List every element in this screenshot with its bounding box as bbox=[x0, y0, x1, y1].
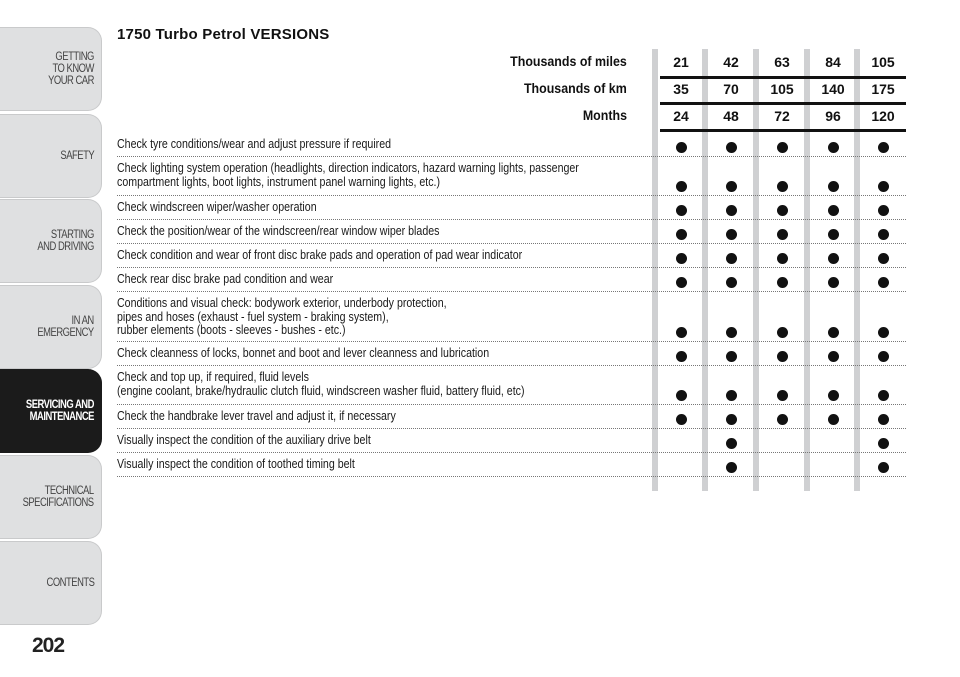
check-interval-dot bbox=[878, 438, 889, 449]
sidebar-tab[interactable] bbox=[0, 114, 102, 198]
check-interval-dot bbox=[878, 277, 889, 288]
checklist-item-text: Check the handbrake lever travel and adjust it, if necessary bbox=[117, 409, 396, 423]
check-interval-dot bbox=[726, 253, 737, 264]
check-interval-dot bbox=[878, 327, 889, 338]
check-interval-dot bbox=[676, 142, 687, 153]
interval-value: 48 bbox=[723, 108, 739, 124]
sidebar-tab-label: IN AN EMERGENCY bbox=[37, 315, 94, 339]
check-interval-dot bbox=[726, 390, 737, 401]
sidebar-tab-label: SAFETY bbox=[60, 150, 94, 162]
check-interval-dot bbox=[828, 229, 839, 240]
check-interval-dot bbox=[878, 351, 889, 362]
check-interval-dot bbox=[726, 142, 737, 153]
check-interval-dot bbox=[777, 229, 788, 240]
check-interval-dot bbox=[828, 414, 839, 425]
interval-column-bar bbox=[753, 49, 759, 491]
row-divider bbox=[117, 219, 906, 220]
sidebar-tab[interactable] bbox=[0, 455, 102, 539]
interval-value: 84 bbox=[825, 54, 841, 70]
check-interval-dot bbox=[777, 277, 788, 288]
sidebar-tab-label: GETTING TO KNOW YOUR CAR bbox=[48, 51, 94, 87]
row-divider bbox=[117, 156, 906, 157]
check-interval-dot bbox=[777, 142, 788, 153]
check-interval-dot bbox=[878, 205, 889, 216]
row-divider bbox=[117, 341, 906, 342]
row-divider bbox=[117, 476, 906, 477]
check-interval-dot bbox=[828, 205, 839, 216]
check-interval-dot bbox=[777, 351, 788, 362]
checklist-item-text: Conditions and visual check: bodywork exterior, underbody protection, pipes and hoses (exhaust - fuel system - braking system), rubber elements (boots - sleeves - bushes - etc.) bbox=[117, 296, 447, 337]
check-interval-dot bbox=[676, 181, 687, 192]
sidebar-tab[interactable] bbox=[0, 541, 102, 625]
checklist-item-text: Check condition and wear of front disc brake pads and operation of pad wear indicator bbox=[117, 248, 523, 262]
interval-value: 72 bbox=[774, 108, 790, 124]
check-interval-dot bbox=[726, 438, 737, 449]
checklist-item-text: Check rear disc brake pad condition and wear bbox=[117, 272, 334, 286]
check-interval-dot bbox=[828, 277, 839, 288]
interval-value: 35 bbox=[673, 81, 689, 97]
checklist-item-text: Check tyre conditions/wear and adjust pressure if required bbox=[117, 137, 392, 151]
interval-value: 105 bbox=[770, 81, 794, 97]
check-interval-dot bbox=[726, 181, 737, 192]
check-interval-dot bbox=[828, 327, 839, 338]
row-divider bbox=[117, 243, 906, 244]
check-interval-dot bbox=[726, 327, 737, 338]
checklist-item-text: Visually inspect the condition of toothed timing belt bbox=[117, 457, 355, 471]
row-divider bbox=[117, 267, 906, 268]
check-interval-dot bbox=[726, 351, 737, 362]
checklist-item-text: Check and top up, if required, fluid levels (engine coolant, brake/hydraulic clutch fluid, windscreen washer fluid, battery fluid, etc) bbox=[117, 370, 525, 398]
check-interval-dot bbox=[676, 277, 687, 288]
interval-value: 175 bbox=[871, 81, 895, 97]
interval-value: 96 bbox=[825, 108, 841, 124]
check-interval-dot bbox=[676, 327, 687, 338]
check-interval-dot bbox=[777, 253, 788, 264]
header-divider bbox=[660, 76, 906, 79]
check-interval-dot bbox=[726, 205, 737, 216]
header-divider bbox=[660, 102, 906, 105]
check-interval-dot bbox=[676, 205, 687, 216]
row-divider bbox=[117, 428, 906, 429]
check-interval-dot bbox=[777, 390, 788, 401]
check-interval-dot bbox=[828, 390, 839, 401]
check-interval-dot bbox=[828, 142, 839, 153]
check-interval-dot bbox=[878, 142, 889, 153]
check-interval-dot bbox=[777, 327, 788, 338]
sidebar-tab-label: STARTING AND DRIVING bbox=[37, 229, 94, 253]
check-interval-dot bbox=[777, 414, 788, 425]
check-interval-dot bbox=[878, 181, 889, 192]
interval-value: 70 bbox=[723, 81, 739, 97]
interval-column-bar bbox=[804, 49, 810, 491]
check-interval-dot bbox=[878, 462, 889, 473]
sidebar-tab-label: CONTENTS bbox=[46, 577, 94, 589]
check-interval-dot bbox=[726, 414, 737, 425]
sidebar-tab-label: SERVICING AND MAINTENANCE bbox=[25, 399, 94, 423]
check-interval-dot bbox=[676, 390, 687, 401]
check-interval-dot bbox=[676, 253, 687, 264]
sidebar-tab[interactable] bbox=[0, 27, 102, 111]
interval-unit-label: Months bbox=[582, 108, 627, 123]
check-interval-dot bbox=[726, 462, 737, 473]
check-interval-dot bbox=[676, 414, 687, 425]
check-interval-dot bbox=[878, 229, 889, 240]
interval-value: 105 bbox=[871, 54, 895, 70]
page-number: 202 bbox=[32, 634, 65, 657]
row-divider bbox=[117, 291, 906, 292]
interval-value: 24 bbox=[673, 108, 689, 124]
sidebar-tab-label: TECHNICAL SPECIFICATIONS bbox=[22, 485, 94, 509]
row-divider bbox=[117, 452, 906, 453]
check-interval-dot bbox=[726, 229, 737, 240]
check-interval-dot bbox=[828, 253, 839, 264]
check-interval-dot bbox=[777, 181, 788, 192]
interval-unit-label: Thousands of km bbox=[524, 81, 627, 96]
checklist-item-text: Check the position/wear of the windscreen/rear window wiper blades bbox=[117, 224, 440, 238]
row-divider bbox=[117, 195, 906, 196]
check-interval-dot bbox=[878, 253, 889, 264]
interval-column-bar bbox=[652, 49, 658, 491]
checklist-item-text: Check lighting system operation (headlights, direction indicators, hazard warning lights, passenger compartment lights, boot lights, instrument panel warning lights, etc.) bbox=[117, 161, 579, 189]
interval-value: 21 bbox=[673, 54, 689, 70]
checklist-item-text: Visually inspect the condition of the auxiliary drive belt bbox=[117, 433, 371, 447]
check-interval-dot bbox=[828, 351, 839, 362]
interval-unit-label: Thousands of miles bbox=[510, 54, 627, 69]
check-interval-dot bbox=[676, 351, 687, 362]
checklist-item-text: Check cleanness of locks, bonnet and boot and lever cleanness and lubrication bbox=[117, 346, 490, 360]
check-interval-dot bbox=[777, 205, 788, 216]
page-title: 1750 Turbo Petrol VERSIONS bbox=[117, 26, 330, 43]
row-divider bbox=[117, 365, 906, 366]
check-interval-dot bbox=[726, 277, 737, 288]
check-interval-dot bbox=[676, 229, 687, 240]
row-divider bbox=[117, 404, 906, 405]
interval-value: 42 bbox=[723, 54, 739, 70]
interval-value: 120 bbox=[871, 108, 895, 124]
header-divider bbox=[660, 129, 906, 132]
sidebar-tab[interactable] bbox=[0, 285, 102, 369]
interval-value: 140 bbox=[821, 81, 845, 97]
check-interval-dot bbox=[828, 181, 839, 192]
sidebar-tab[interactable] bbox=[0, 199, 102, 283]
check-interval-dot bbox=[878, 414, 889, 425]
sidebar-tab[interactable] bbox=[0, 369, 102, 453]
check-interval-dot bbox=[878, 390, 889, 401]
interval-value: 63 bbox=[774, 54, 790, 70]
checklist-item-text: Check windscreen wiper/washer operation bbox=[117, 200, 317, 214]
